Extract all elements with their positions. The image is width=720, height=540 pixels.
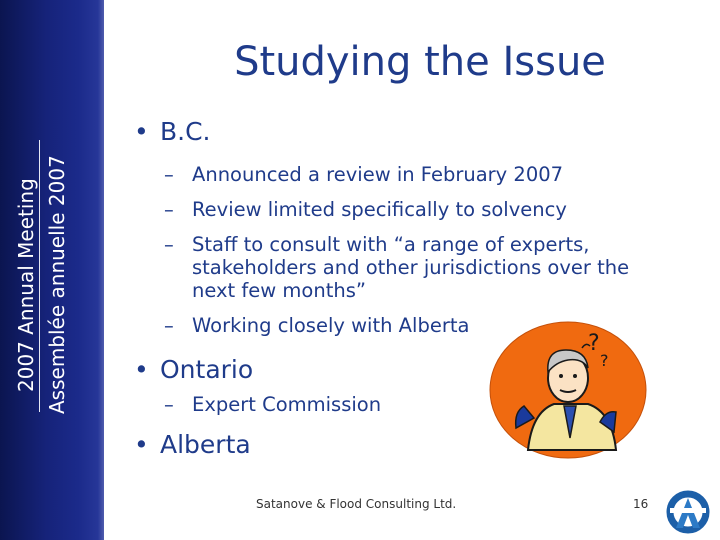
- company-logo-icon: [662, 488, 714, 536]
- sidebar-divider: [39, 140, 40, 412]
- subitem: [134, 163, 634, 186]
- subitem-text: Staff to consult with “a range of experts, stakeholders and other jurisdictions over the next few months”: [192, 233, 630, 302]
- meeting-title-english: 2007 Annual Meeting: [14, 178, 38, 392]
- bullet-label: B.C.: [160, 117, 211, 146]
- dash-marker: –: [164, 393, 174, 416]
- meeting-title-french: Assemblée annuelle 2007: [45, 155, 69, 414]
- dash-marker: –: [164, 198, 174, 221]
- page-number: 16: [633, 497, 649, 511]
- subitem: [134, 198, 634, 221]
- subitem: [134, 233, 632, 302]
- footer-company: Satanove & Flood Consulting Ltd.: [256, 497, 457, 511]
- subitem-text: Review limited specifically to solvency: [192, 198, 567, 221]
- dash-marker: –: [164, 314, 174, 337]
- bullet-label: Alberta: [160, 430, 251, 459]
- dash-marker: –: [164, 163, 174, 186]
- bullet-dot: •: [134, 117, 149, 146]
- subitem-text: Announced a review in February 2007: [192, 163, 564, 186]
- dash-marker: –: [164, 233, 174, 256]
- subitem-text: Working closely with Alberta: [192, 314, 470, 337]
- subitem-text: Expert Commission: [192, 393, 382, 416]
- svg-text:?: ?: [588, 331, 600, 356]
- bullet-label: Ontario: [160, 355, 254, 384]
- svg-text:?: ?: [600, 351, 609, 370]
- slide-title: Studying the Issue: [234, 39, 606, 85]
- thinking-person-icon: [488, 320, 648, 460]
- bullet-dot: •: [134, 355, 149, 384]
- bullet-bc: [134, 117, 634, 147]
- sidebar-banner: [0, 0, 104, 540]
- bullet-dot: •: [134, 430, 149, 459]
